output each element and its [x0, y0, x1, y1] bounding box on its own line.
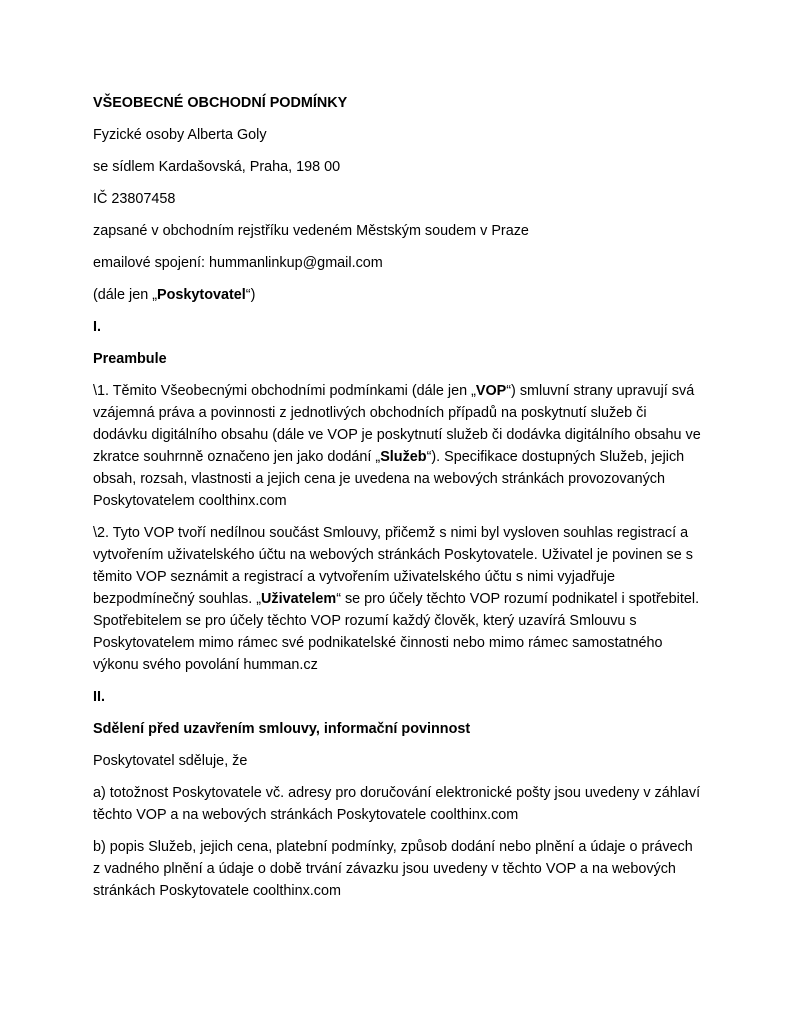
- s1p1-text-a: \1. Těmito Všeobecnými obchodními podmínkami (dále jen „: [93, 383, 476, 399]
- provider-ico: IČ 23807458: [93, 191, 176, 207]
- s1p1-text-c: “) smluvní strany upravují svá vzájemná práva a povinnosti z jednotlivých obchodních případů na poskytnutí služeb či dodávku digitálního obsahu (dále ve VOP je poskytnutí služeb či dodávka digitálního obsahu ve zkratce souhrnně označeno jen jako dodání „: [93, 383, 701, 465]
- s1p1-term-vop: VOP: [475, 383, 507, 399]
- s1p2-text-c: “ se pro účely těchto VOP rozumí podnikatel i spotřebitel. Spotřebitelem se pro účely těchto VOP rozumí každý člověk, který uzavírá Smlouvu s Poskytovatelem mimo rámec své podnikatelské činnosti nebo mimo rámec samostatného výkonu svého povolání humman.cz: [93, 591, 700, 673]
- provider-definition-post: “): [245, 287, 256, 303]
- section-2-item-b: b) popis Služeb, jejich cena, platební podmínky, způsob dodání nebo plnění a údaje o právech z vadného plnění a údaje o době trvání závazku jsou uvedeny v těchto VOP a na webových stránkách Poskytovatele coolthinx.com: [93, 839, 693, 899]
- provider-name: Fyzické osoby Alberta Goly: [93, 127, 267, 143]
- provider-email: emailové spojení: hummanlinkup@gmail.com: [93, 255, 383, 271]
- provider-definition: [93, 284, 703, 306]
- provider-definition-pre: (dále jen „: [93, 287, 157, 303]
- section-1-heading: Preambule: [93, 351, 167, 367]
- s1p1-term-sluzeb: Služeb: [380, 449, 427, 465]
- provider-address: se sídlem Kardašovská, Praha, 198 00: [93, 159, 341, 175]
- section-2-intro: Poskytovatel sděluje, že: [93, 753, 248, 769]
- section-2-item-a: a) totožnost Poskytovatele vč. adresy pro doručování elektronické pošty jsou uvedeny v záhlaví těchto VOP a na webových stránkách Poskytovatele coolthinx.com: [93, 785, 701, 823]
- section-2-heading: Sdělení před uzavřením smlouvy, informační povinnost: [93, 721, 471, 737]
- provider-registry: zapsané v obchodním rejstříku vedeném Městským soudem v Praze: [93, 223, 529, 239]
- document-title: VŠEOBECNÉ OBCHODNÍ PODMÍNKY: [93, 95, 348, 111]
- s1p2-term-uzivatel: Uživatelem: [261, 591, 337, 607]
- s1p1-text-e: “). Specifikace dostupných Služeb, jejich obsah, rozsah, vlastnosti a jejich cena je uvedena na webových stránkách provozovaných Poskytovatelem coolthinx.com: [93, 449, 685, 509]
- s1p2-text-a: \2. Tyto VOP tvoří nedílnou součást Smlouvy, přičemž s nimi byl vysloven souhlas registrací a vytvořením uživatelského účtu na webových stránkách Poskytovatele. Uživatel je povinen se s těmito VOP seznámit a registrací a vytvořením uživatelského účtu s nimi vyjadřuje bezpodmínečný souhlas. „: [93, 525, 693, 607]
- document-page: [93, 92, 703, 912]
- section-2-number: II.: [93, 689, 105, 705]
- section-1-paragraph-2: [93, 522, 703, 676]
- provider-definition-term: Poskytovatel: [157, 287, 246, 303]
- section-1-number: I.: [93, 319, 101, 335]
- section-1-paragraph-1: [93, 380, 703, 512]
